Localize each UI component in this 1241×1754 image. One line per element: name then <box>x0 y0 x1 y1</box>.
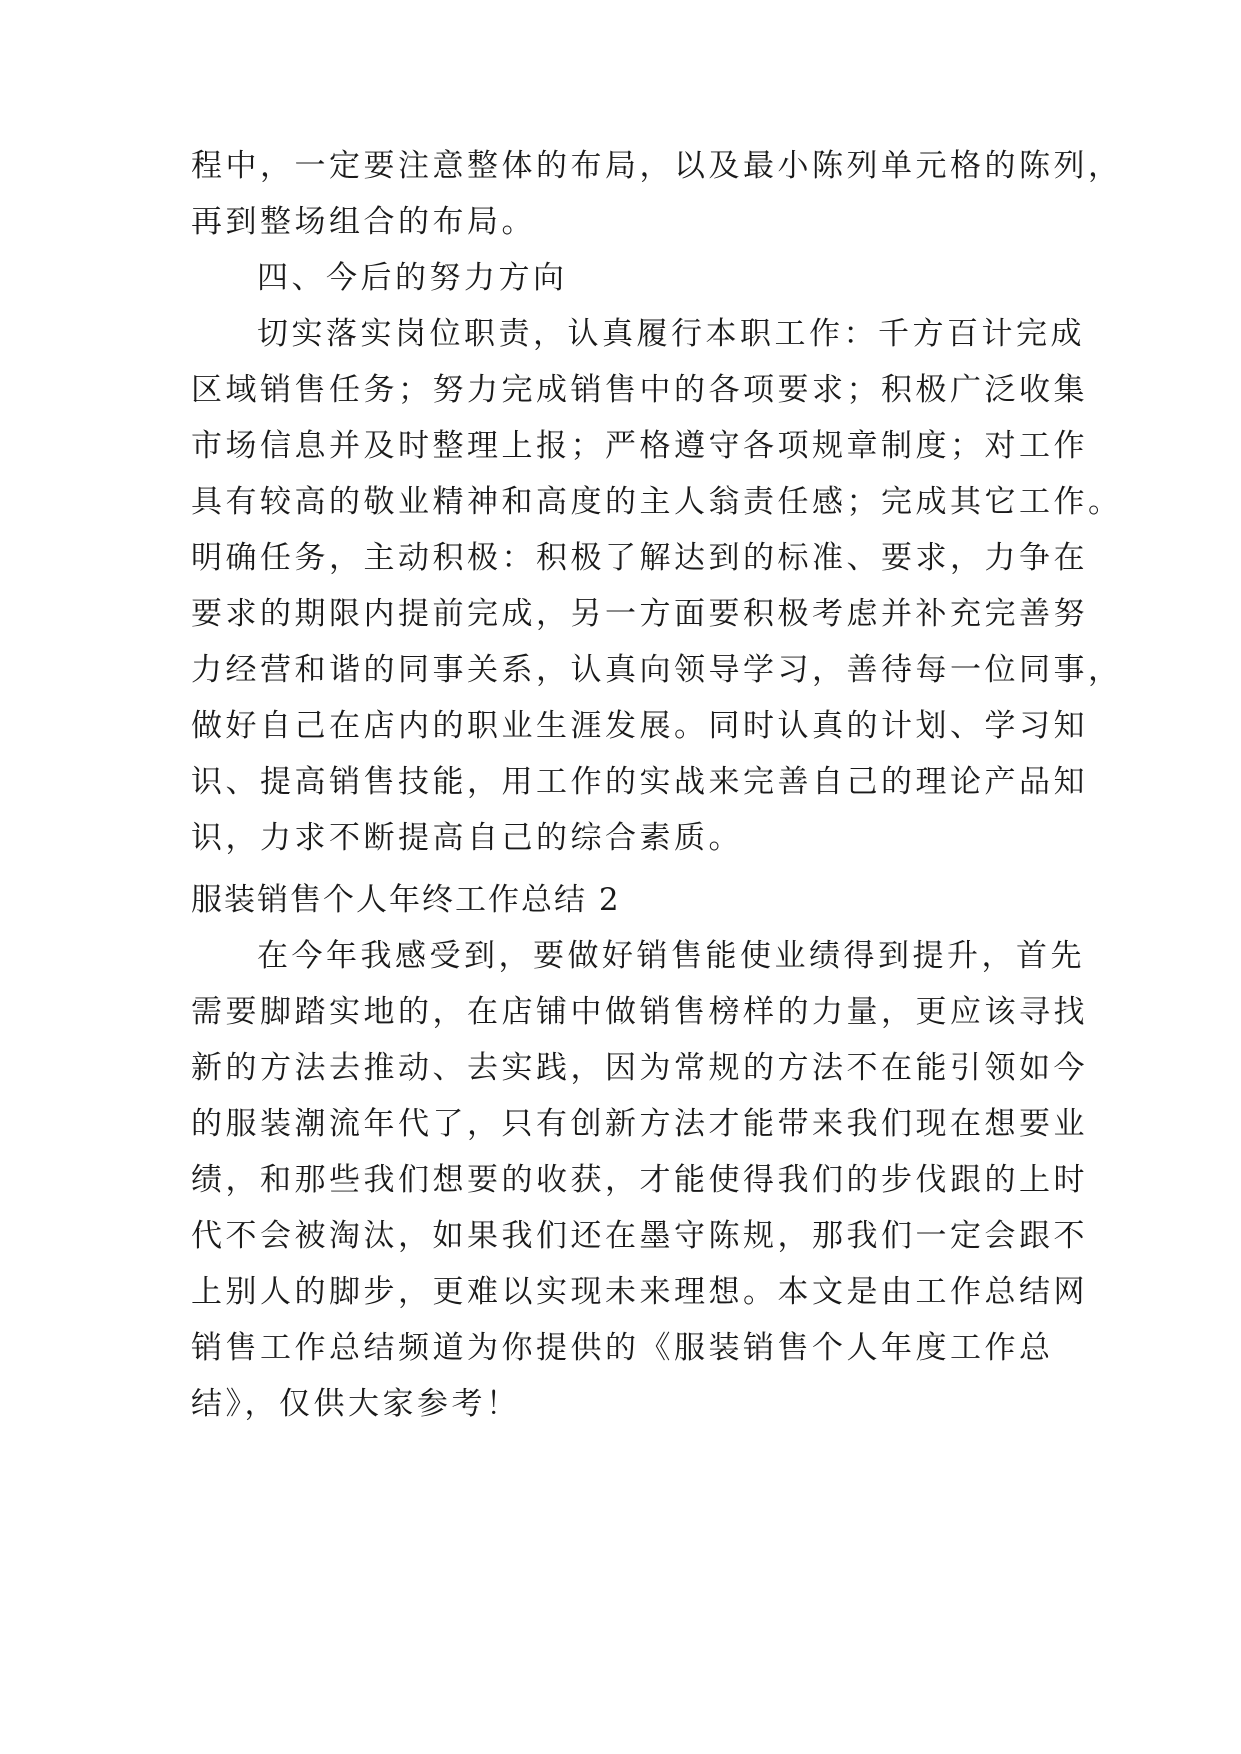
text-line: 力经营和谐的同事关系，认真向领导学习，善待每一位同事， <box>191 652 1123 688</box>
text-line: 需要脚踏实地的，在店铺中做销售榜样的力量，更应该寻找 <box>191 994 1088 1030</box>
text-line: 新的方法去推动、去实践，因为常规的方法不在能引领如今 <box>191 1050 1088 1086</box>
text-line: 上别人的脚步，更难以实现未来理想。本文是由工作总结网 <box>191 1274 1088 1310</box>
text-line: 具有较高的敬业精神和高度的主人翁责任感；完成其它工作。 <box>191 484 1123 520</box>
paragraph-first-line: 在今年我感受到，要做好销售能使业绩得到提升，首先 <box>257 938 1085 974</box>
section-title: 服装销售个人年终工作总结 2 <box>191 882 621 918</box>
paragraph-first-line: 切实落实岗位职责，认真履行本职工作：千方百计完成 <box>257 316 1085 352</box>
section-2 <box>191 872 1088 1432</box>
text-line: 程中，一定要注意整体的布局，以及最小陈列单元格的陈列， <box>191 148 1123 184</box>
section-heading: 四、今后的努力方向 <box>257 260 568 296</box>
text-line: 识，力求不断提高自己的综合素质。 <box>191 820 743 856</box>
text-line: 要求的期限内提前完成，另一方面要积极考虑并补充完善努 <box>191 596 1088 632</box>
text-line: 再到整场组合的布局。 <box>191 204 536 240</box>
text-line: 结》，仅供大家参考！ <box>191 1386 521 1422</box>
text-line: 绩，和那些我们想要的收获，才能使得我们的步伐跟的上时 <box>191 1162 1088 1198</box>
text-line: 做好自己在店内的职业生涯发展。同时认真的计划、学习知 <box>191 708 1088 744</box>
text-line: 的服装潮流年代了，只有创新方法才能带来我们现在想要业 <box>191 1106 1088 1142</box>
text-line: 市场信息并及时整理上报；严格遵守各项规章制度；对工作 <box>191 428 1088 464</box>
text-line: 代不会被淘汰，如果我们还在墨守陈规，那我们一定会跟不 <box>191 1218 1088 1254</box>
text-line: 识、提高销售技能，用工作的实战来完善自己的理论产品知 <box>191 764 1088 800</box>
text-line: 区域销售任务；努力完成销售中的各项要求；积极广泛收集 <box>191 372 1088 408</box>
text-line: 销售工作总结频道为你提供的《服装销售个人年度工作总 <box>191 1330 1054 1366</box>
section-1 <box>191 138 1123 866</box>
text-line: 明确任务，主动积极：积极了解达到的标准、要求，力争在 <box>191 540 1088 576</box>
